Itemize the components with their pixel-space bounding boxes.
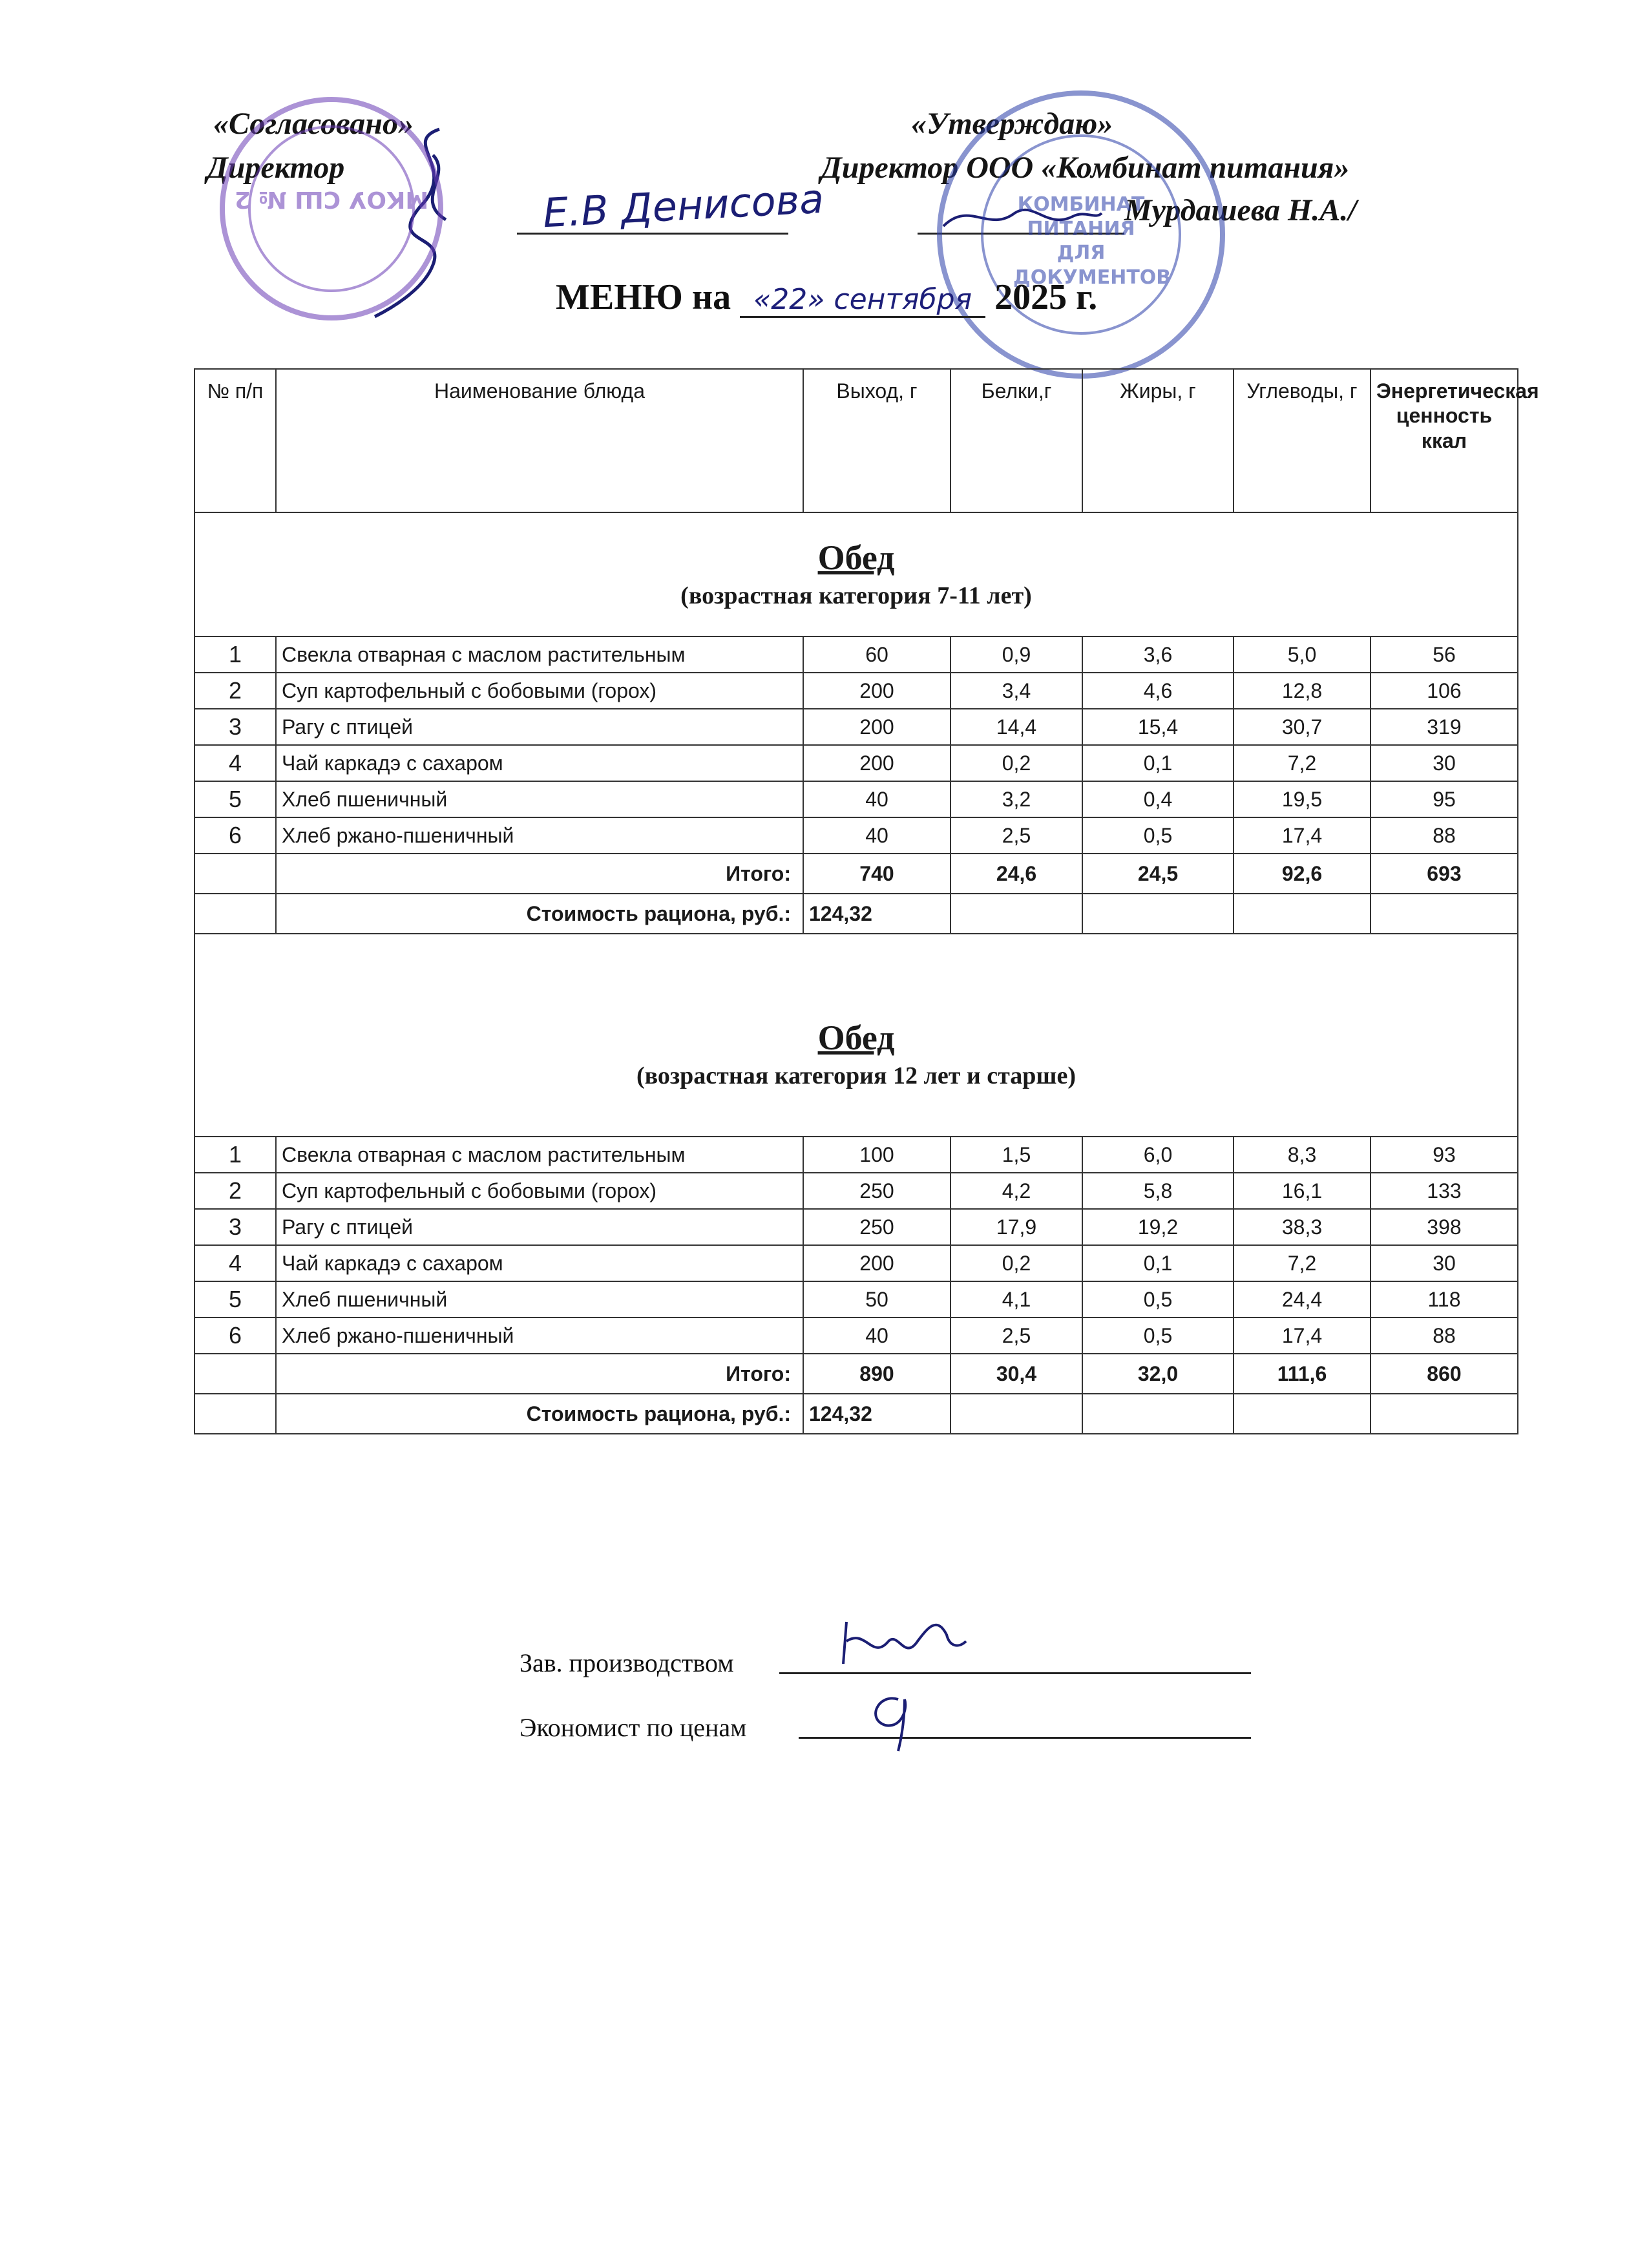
carbs-cell: 8,3 — [1234, 1137, 1371, 1173]
cost-empty-cell — [951, 894, 1082, 934]
energy-cell: 133 — [1371, 1173, 1518, 1209]
energy-cell: 56 — [1371, 636, 1518, 673]
proteins-cell: 0,2 — [951, 1245, 1082, 1281]
row-number: 3 — [194, 709, 276, 745]
dish-name: Суп картофельный с бобовыми (горох) — [276, 673, 803, 709]
energy-cell: 30 — [1371, 1245, 1518, 1281]
total-fat-cell: 24,5 — [1082, 854, 1234, 894]
dish-name: Свекла отварная с маслом растительным — [276, 636, 803, 673]
total-kcal-cell: 693 — [1371, 854, 1518, 894]
dish-name: Хлеб ржано-пшеничный — [276, 817, 803, 854]
cost-empty-cell — [1082, 1394, 1234, 1434]
table-row — [194, 1209, 1518, 1245]
fats-cell: 0,4 — [1082, 781, 1234, 817]
energy-cell: 118 — [1371, 1281, 1518, 1318]
total-label: Итого: — [276, 1354, 803, 1394]
fats-cell: 6,0 — [1082, 1137, 1234, 1173]
energy-cell: 106 — [1371, 673, 1518, 709]
energy-cell: 88 — [1371, 817, 1518, 854]
cost-empty-cell — [194, 1394, 276, 1434]
cost-empty-cell — [1371, 1394, 1518, 1434]
output-cell: 40 — [803, 817, 951, 854]
approved-heading: «Утверждаю» — [911, 107, 1113, 141]
agreed-heading: «Согласовано» — [213, 107, 414, 141]
fats-cell: 0,1 — [1082, 1245, 1234, 1281]
output-cell: 50 — [803, 1281, 951, 1318]
section-header — [194, 512, 1518, 636]
output-cell: 200 — [803, 1245, 951, 1281]
menu-title — [556, 277, 1097, 318]
carbs-cell: 30,7 — [1234, 709, 1371, 745]
table-row — [194, 1245, 1518, 1281]
cost-label: Стоимость рациона, руб.: — [276, 894, 803, 934]
cost-value: 124,32 — [803, 1394, 951, 1434]
fats-cell: 0,5 — [1082, 1318, 1234, 1354]
proteins-cell: 4,2 — [951, 1173, 1082, 1209]
energy-cell: 93 — [1371, 1137, 1518, 1173]
right-director-label: Директор ООО «Комбинат питания» — [821, 151, 1350, 185]
dish-name: Хлеб пшеничный — [276, 781, 803, 817]
left-director-label: Директор — [207, 151, 345, 185]
proteins-cell: 0,9 — [951, 636, 1082, 673]
output-cell: 200 — [803, 709, 951, 745]
energy-cell: 95 — [1371, 781, 1518, 817]
production-manager-label: Зав. производством — [520, 1648, 734, 1677]
table-row — [194, 636, 1518, 673]
row-number: 6 — [194, 817, 276, 854]
output-cell: 200 — [803, 745, 951, 781]
output-cell: 40 — [803, 1318, 951, 1354]
dish-name: Хлеб пшеничный — [276, 1281, 803, 1318]
col-header-dish: Наименование блюда — [276, 369, 803, 512]
menu-title-year: 2025 г. — [994, 277, 1098, 317]
col-header-fats: Жиры, г — [1082, 369, 1234, 512]
section-title: Обед — [817, 538, 895, 578]
carbs-cell: 38,3 — [1234, 1209, 1371, 1245]
total-prot-cell: 30,4 — [951, 1354, 1082, 1394]
table-row — [194, 1173, 1518, 1209]
proteins-cell: 3,2 — [951, 781, 1082, 817]
total-prot-cell: 24,6 — [951, 854, 1082, 894]
total-kcal-cell: 860 — [1371, 1354, 1518, 1394]
cost-empty-cell — [1234, 1394, 1371, 1434]
dish-name: Суп картофельный с бобовыми (горох) — [276, 1173, 803, 1209]
cost-empty-cell — [1371, 894, 1518, 934]
dish-name: Чай каркадэ с сахаром — [276, 745, 803, 781]
total-carb-cell: 111,6 — [1234, 1354, 1371, 1394]
section-header — [194, 934, 1518, 1137]
proteins-cell: 3,4 — [951, 673, 1082, 709]
left-signer-handwritten: Е.В Денисова — [541, 174, 825, 237]
cost-empty-cell — [1234, 894, 1371, 934]
carbs-cell: 7,2 — [1234, 745, 1371, 781]
fats-cell: 19,2 — [1082, 1209, 1234, 1245]
col-header-number: № п/п — [194, 369, 276, 512]
output-cell: 250 — [803, 1173, 951, 1209]
row-number: 3 — [194, 1209, 276, 1245]
fats-cell: 0,5 — [1082, 817, 1234, 854]
table-row — [194, 781, 1518, 817]
row-number: 6 — [194, 1318, 276, 1354]
cost-empty-cell — [951, 1394, 1082, 1434]
total-empty-cell — [194, 854, 276, 894]
table-row — [194, 1281, 1518, 1318]
dish-name: Рагу с птицей — [276, 709, 803, 745]
table-row — [194, 745, 1518, 781]
output-cell: 250 — [803, 1209, 951, 1245]
cost-empty-cell — [1082, 894, 1234, 934]
table-row — [194, 1318, 1518, 1354]
carbs-cell: 12,8 — [1234, 673, 1371, 709]
total-fat-cell: 32,0 — [1082, 1354, 1234, 1394]
company-stamp — [937, 90, 1225, 379]
total-out-cell: 740 — [803, 854, 951, 894]
proteins-cell: 1,5 — [951, 1137, 1082, 1173]
row-number: 1 — [194, 1137, 276, 1173]
proteins-cell: 0,2 — [951, 745, 1082, 781]
col-header-carbs: Углеводы, г — [1234, 369, 1371, 512]
dish-name: Чай каркадэ с сахаром — [276, 1245, 803, 1281]
table-row — [194, 1137, 1518, 1173]
section-subtitle: (возрастная категория 12 лет и старше) — [636, 1062, 1077, 1089]
carbs-cell: 17,4 — [1234, 1318, 1371, 1354]
school-stamp — [220, 97, 443, 320]
proteins-cell: 14,4 — [951, 709, 1082, 745]
total-row — [194, 1354, 1518, 1394]
table-header-row — [194, 369, 1518, 512]
row-number: 4 — [194, 745, 276, 781]
carbs-cell: 16,1 — [1234, 1173, 1371, 1209]
section-header-row — [194, 934, 1518, 1137]
proteins-cell: 2,5 — [951, 1318, 1082, 1354]
row-number: 2 — [194, 673, 276, 709]
row-number: 1 — [194, 636, 276, 673]
output-cell: 40 — [803, 781, 951, 817]
dish-name: Рагу с птицей — [276, 1209, 803, 1245]
fats-cell: 0,1 — [1082, 745, 1234, 781]
proteins-cell: 2,5 — [951, 817, 1082, 854]
production-manager-signature — [834, 1602, 969, 1674]
cost-empty-cell — [194, 894, 276, 934]
output-cell: 60 — [803, 636, 951, 673]
total-row — [194, 854, 1518, 894]
carbs-cell: 5,0 — [1234, 636, 1371, 673]
cost-row — [194, 894, 1518, 934]
output-cell: 200 — [803, 673, 951, 709]
carbs-cell: 7,2 — [1234, 1245, 1371, 1281]
col-header-output: Выход, г — [803, 369, 951, 512]
section-title: Обед — [817, 1018, 895, 1058]
table-row — [194, 709, 1518, 745]
proteins-cell: 4,1 — [951, 1281, 1082, 1318]
fats-cell: 3,6 — [1082, 636, 1234, 673]
energy-cell: 398 — [1371, 1209, 1518, 1245]
total-out-cell: 890 — [803, 1354, 951, 1394]
total-empty-cell — [194, 1354, 276, 1394]
total-label: Итого: — [276, 854, 803, 894]
menu-title-date: «22» сентября — [740, 283, 985, 318]
cost-value: 124,32 — [803, 894, 951, 934]
carbs-cell: 17,4 — [1234, 817, 1371, 854]
cost-label: Стоимость рациона, руб.: — [276, 1394, 803, 1434]
carbs-cell: 19,5 — [1234, 781, 1371, 817]
menu-title-prefix: МЕНЮ на — [556, 277, 731, 317]
fats-cell: 0,5 — [1082, 1281, 1234, 1318]
economist-label: Экономист по ценам — [520, 1713, 747, 1742]
dish-name: Хлеб ржано-пшеничный — [276, 1318, 803, 1354]
col-header-energy: Энергетическая ценность ккал — [1371, 369, 1518, 512]
table-row — [194, 673, 1518, 709]
school-stamp-text: МКОУ СШ № 2 — [234, 186, 429, 213]
cost-row — [194, 1394, 1518, 1434]
economist-signature — [853, 1680, 930, 1758]
row-number: 5 — [194, 1281, 276, 1318]
carbs-cell: 24,4 — [1234, 1281, 1371, 1318]
proteins-cell: 17,9 — [951, 1209, 1082, 1245]
dish-name: Свекла отварная с маслом растительным — [276, 1137, 803, 1173]
row-number: 4 — [194, 1245, 276, 1281]
fats-cell: 4,6 — [1082, 673, 1234, 709]
row-number: 2 — [194, 1173, 276, 1209]
menu-table — [194, 368, 1539, 1434]
right-signer-name: Мурдашева Н.А./ — [1124, 193, 1357, 227]
company-stamp-text: КОМБИНАТ ПИТАНИЯ ДЛЯ ДОКУМЕНТОВ — [1013, 193, 1171, 289]
row-number: 5 — [194, 781, 276, 817]
energy-cell: 30 — [1371, 745, 1518, 781]
output-cell: 100 — [803, 1137, 951, 1173]
fats-cell: 15,4 — [1082, 709, 1234, 745]
total-carb-cell: 92,6 — [1234, 854, 1371, 894]
table-row — [194, 817, 1518, 854]
energy-cell: 319 — [1371, 709, 1518, 745]
energy-cell: 88 — [1371, 1318, 1518, 1354]
section-header-row — [194, 512, 1518, 636]
section-subtitle: (возрастная категория 7-11 лет) — [680, 582, 1032, 609]
fats-cell: 5,8 — [1082, 1173, 1234, 1209]
col-header-proteins: Белки,г — [951, 369, 1082, 512]
